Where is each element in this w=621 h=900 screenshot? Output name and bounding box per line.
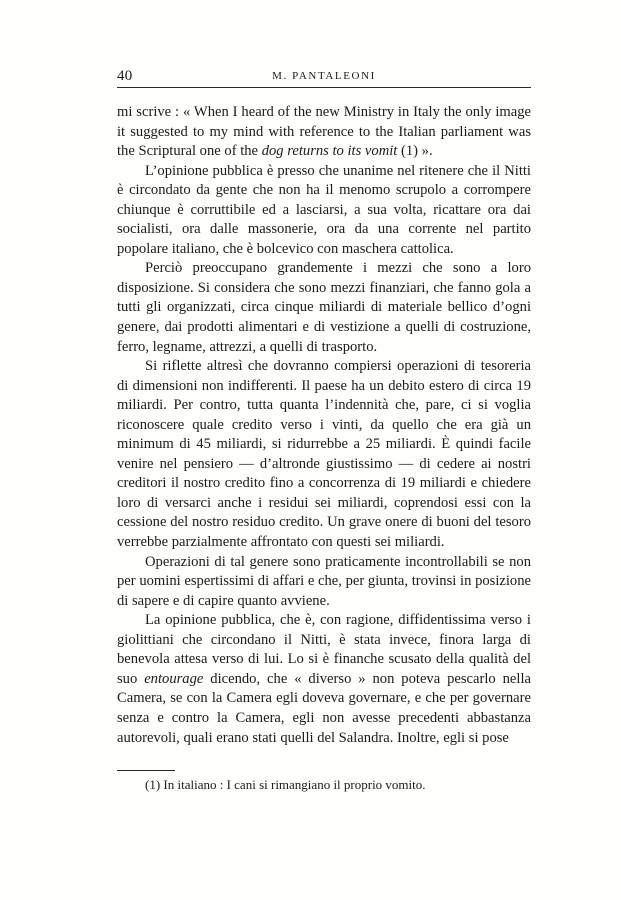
running-head [117, 68, 531, 88]
paragraph-1-text-a: mi scrive : « When I heard of the new Ministry in Italy the only image it suggested to my mind with reference to the Italian parliament was the Scriptural one of the [117, 104, 531, 160]
paragraph-3: Perciò preoccupano grandemente i mezzi che sono a loro disposizione. Si considera che sono mezzi finanziari, che fanno gola a tutti gli organizzati, circa cinque miliardi di materiale bellico d’ogni genere, dai prodotti alimentari e di vestizione a quelli di costruzione, ferro, legname, attrezzi, a quelli di trasporto. [117, 260, 531, 355]
page-number: 40 [117, 68, 133, 84]
body-text [117, 103, 531, 748]
paragraph-1-italic: dog returns to its vomit [261, 143, 398, 160]
paragraph-6 [117, 611, 531, 748]
paragraph-6-italic: entourage [144, 670, 204, 687]
footnote-rule [117, 770, 175, 771]
running-head-author: M. PANTALEONI [272, 70, 376, 82]
paragraph-6-text-a: La opinione pubblica, che è, con ragione, diffidentissima verso i giolittiani che circondano il Nitti, è stata invece, finora larga di benevola attesa verso di lui. Lo si è finanche scusato della qualità del suo [117, 612, 531, 687]
paragraph-1-text-b: (1) ». [397, 143, 433, 160]
paragraph-2: L’opinione pubblica è presso che unanime nel ritenere che il Nitti è circondato da gente che non ha il menomo scrupolo a corrompere chiunque è corruttibile ed a lasciarsi, a sua volta, ricattare ora dai socialisti, ora dalle massonerie, ora da una corrente nel partito popolare italiano, che è bolcevico con maschera cattolica. [117, 162, 531, 257]
paragraph-4: Si riflette altresì che dovranno compiersi operazioni di tesoreria di dimensioni non indifferenti. Il paese ha un debito estero di circa 19 miliardi. Per contro, tutta quanta l’indennità che, pare, ci si voglia riconoscere quale credito verso i vinti, da quello che era già un minimum di 45 miliardi, si ridurrebbe a 25 miliardi. È quindi facile venire nel pensiero — d’altronde giustissimo — di cedere ai nostri creditori il nostro credito fino a concorrenza di 19 miliardi e chiedere loro di versarci anche i residui sei miliardi, coprendosi essi con la cessione del nostro residuo credito. Un grave onere di buoni del tesoro verrebbe parzialmente affrontato con questi sei miliardi. [117, 358, 531, 551]
header-rule [117, 87, 531, 88]
paragraph-1 [117, 103, 531, 162]
paragraph-5: Operazioni di tal genere sono praticamente incontrollabili se non per uomini espertissimi di affari e che, per giunta, trovinsi in posizione di sapere e di capire quanto avviene. [117, 553, 531, 609]
paragraph-6-text-b: dicendo, che « diverso » non poteva pescarlo nella Camera, se con la Camera egli doveva governare, e che per governare senza e contro la Camera, egli non avesse precedenti abbastanza autorevoli, quali erano stati quelli del Salandra. Inoltre, egli si pose [117, 670, 531, 746]
footnote: (1) In italiano : I cani si rimangiano il proprio vomito. [145, 777, 426, 792]
